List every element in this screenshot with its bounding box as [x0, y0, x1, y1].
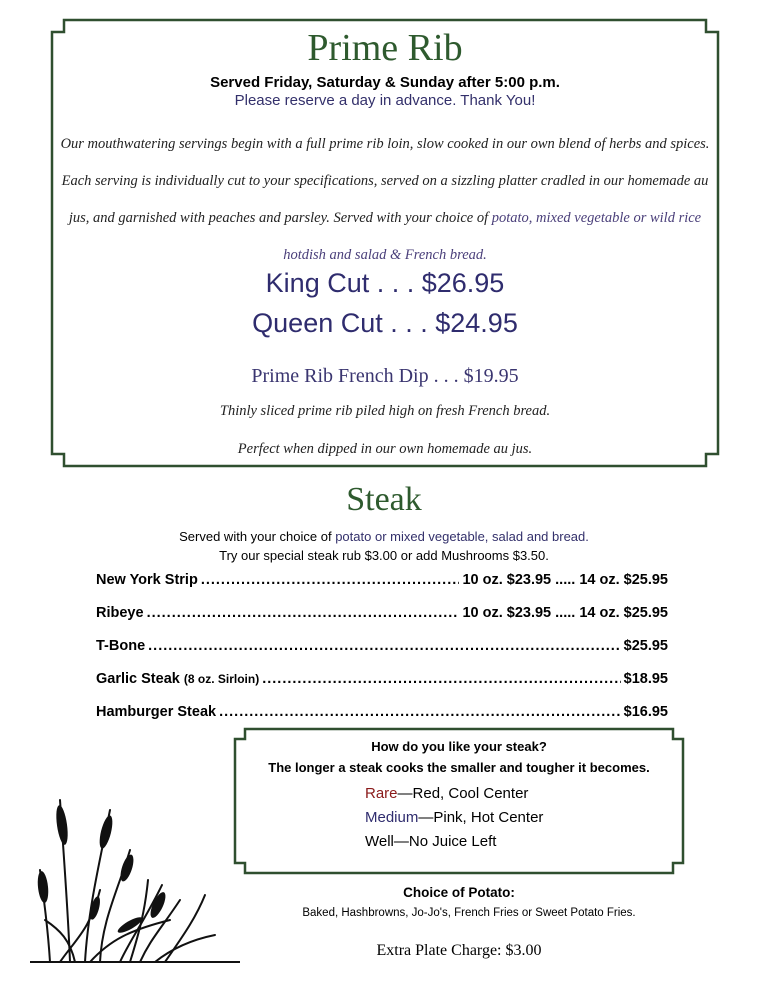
french-dip-line-2: Perfect when dipped in our own homemade au jus. [237, 441, 533, 457]
steak-item-t-bone [96, 638, 668, 671]
steak-item-price: $18.95 [623, 671, 668, 687]
dot-leader [147, 605, 460, 621]
steak-item-name: T-Bone [96, 638, 146, 654]
steak-item-price: $16.95 [623, 704, 668, 720]
medium-label: Medium [365, 809, 419, 826]
steak-item-name: Ribeye [96, 605, 144, 621]
potato-title: Choice of Potato: [403, 885, 515, 900]
medium-desc: —Pink, Hot Center [418, 809, 544, 826]
steak-served-text: Served with your choice of [179, 529, 336, 544]
steak-rub-note: Try our special steak rub $3.00 or add Mushrooms $3.50. [219, 548, 549, 563]
steak-item-price: 10 oz. $23.95 ..... 14 oz. $25.95 [462, 605, 668, 621]
queen-cut-price: Queen Cut . . . $24.95 [252, 308, 518, 338]
doneness-question: How do you like your steak? [371, 739, 547, 754]
description-sides: potato, mixed vegetable or wild rice hotdish and salad & French bread. [283, 210, 702, 263]
doneness-rare [365, 785, 528, 802]
served-days: Served Friday, Saturday & Sunday after 5:00 p.m. [210, 74, 560, 91]
cattail-illustration-icon [30, 790, 240, 965]
doneness-note: The longer a steak cooks the smaller and tougher it becomes. [268, 760, 650, 775]
steak-item-note: (8 oz. Sirloin) [183, 672, 260, 686]
king-cut-price: King Cut . . . $26.95 [265, 268, 505, 298]
prime-rib-title: Prime Rib [307, 27, 463, 69]
steak-item-name: New York Strip [96, 572, 198, 588]
steak-sides: potato or mixed vegetable, salad and bread. [335, 529, 589, 544]
rare-label: Rare [365, 785, 398, 802]
prime-rib-description [60, 126, 710, 274]
steak-item-name [96, 671, 259, 687]
potato-options: Baked, Hashbrowns, Jo-Jo's, French Fries or Sweet Potato Fries. [302, 907, 636, 919]
steak-item-ribeye [96, 605, 668, 638]
steak-title: Steak [346, 481, 422, 518]
doneness-well: Well—No Juice Left [365, 833, 497, 850]
steak-item-name: Hamburger Steak [96, 704, 217, 720]
french-dip-line-1: Thinly sliced prime rib piled high on fresh French bread. [219, 403, 551, 419]
steak-item-price: 10 oz. $23.95 ..... 14 oz. $25.95 [462, 572, 668, 588]
steak-item-title: Garlic Steak [96, 671, 180, 687]
dot-leader [201, 572, 460, 588]
doneness-medium [365, 809, 543, 826]
prime-rib-section [50, 18, 720, 468]
dot-leader [219, 704, 621, 720]
steak-item-price: $25.95 [623, 638, 668, 654]
extra-plate-charge: Extra Plate Charge: $3.00 [376, 942, 542, 959]
steak-served-with [0, 529, 768, 544]
dot-leader [262, 671, 620, 687]
doneness-box [233, 727, 685, 875]
description-text: Our mouthwatering servings begin with a full prime rib loin, slow cooked in our own blend of herbs and spices. Each serving is individually cut to your specifications, served on a sizzling platter cradled in our homemade au jus, and garnished with peaches and parsley. Served with your choice of [60, 136, 710, 226]
rare-desc: —Red, Cool Center [397, 785, 529, 802]
reserve-note: Please reserve a day in advance. Thank You! [234, 92, 536, 109]
french-dip-title: Prime Rib French Dip . . . $19.95 [251, 365, 519, 387]
steak-price-list [96, 572, 668, 737]
dot-leader [148, 638, 621, 654]
steak-item-new-york-strip [96, 572, 668, 605]
steak-item-garlic-steak [96, 671, 668, 704]
